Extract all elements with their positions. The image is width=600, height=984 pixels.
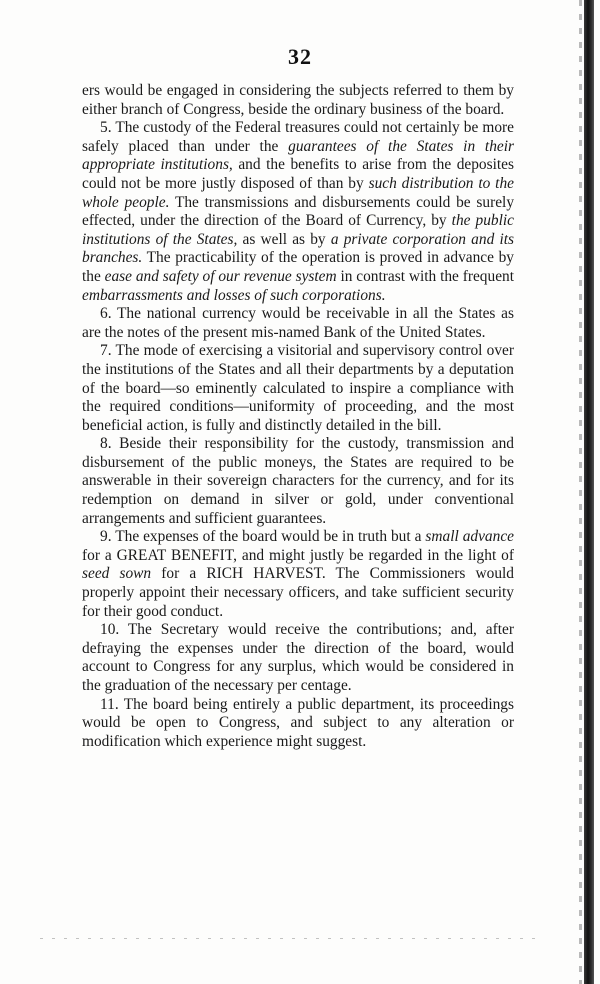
text-run: and the benefits to arise from the deposites could not be more justly disposed of than by	[82, 156, 514, 192]
italic-phrase: ease and safety of our revenue system	[104, 267, 337, 285]
text-run: 11. The board being entirely a public department, its proceedings would be open to Congress, and subject to any alteration or modification which experience might suggest.	[82, 695, 514, 750]
text-run: ers would be engaged in considering the subjects referred to them by either branch of Congress, beside the ordinary business of the board.	[82, 82, 514, 118]
text-run: 10. The Secretary would receive the contributions; and, after defraying the expenses under the direction of the board, would account to Congress for any surplus, which would be considered in the graduation of the necessary per centage.	[82, 621, 514, 694]
text-run: The practicability of the operation is proved in advance by the	[82, 249, 514, 285]
text-run: as well as by	[237, 230, 331, 248]
text-run: 9. The expenses of the board would be in truth but a	[100, 528, 426, 546]
text-run: for a RICH HARVEST. The Commissioners would properly appoint their necessary officers, and take sufficient security for their good conduct.	[82, 565, 514, 620]
text-run: 6. The national currency would be receivable in all the States as are the notes of the present mis-named Bank of the United States.	[82, 305, 514, 341]
text-run: The transmissions and disbursements could be surely effected, under the direction of the Board of Currency, by	[82, 193, 515, 230]
text-run: in contrast with the frequent	[336, 267, 514, 285]
italic-phrase: the public institutions of the States,	[82, 212, 514, 248]
italic-phrase: seed sown	[82, 565, 152, 583]
body-text	[82, 82, 514, 751]
paragraph-7	[82, 342, 514, 435]
paragraph-6	[82, 305, 514, 342]
paragraph-9	[82, 528, 514, 621]
scan-artifact-line	[40, 938, 540, 939]
italic-phrase: embarrassments and losses of such corporations.	[82, 286, 386, 304]
italic-phrase: guarantees of the States in their appropriate institutions,	[82, 137, 514, 174]
italic-phrase: a private corporation and its branches.	[82, 230, 514, 267]
page-number: 32	[288, 44, 312, 69]
paragraph-continuation	[82, 82, 514, 119]
paragraph-8	[82, 435, 514, 528]
paragraph-10	[82, 621, 514, 695]
text-run: 5. The custody of the Federal treasures could not certainly be more safely placed than under the	[82, 119, 514, 155]
paragraph-5	[82, 119, 514, 305]
paragraph-11	[82, 696, 514, 752]
text-run: 8. Beside their responsibility for the custody, transmission and disbursement of the public moneys, the States are required to be answerable in their sovereign characters for the currency, and for its redemption on demand in silver or gold, under conventional arrangements and sufficient guarantees.	[82, 435, 514, 527]
text-run: 7. The mode of exercising a visitorial and supervisory control over the institutions of the States and all their departments by a deputation of the board—so eminently calculated to inspire a compliance with the required conditions—uniformity of proceeding, and the most beneficial action, is fully and distinctly detailed in the bill.	[82, 342, 514, 434]
italic-phrase: small advance	[425, 528, 514, 546]
book-binding-edge	[584, 0, 594, 984]
text-run: for a GREAT BENEFIT, and might justly be regarded in the light of	[82, 546, 514, 564]
italic-phrase: such distribution to the whole people.	[82, 174, 514, 211]
